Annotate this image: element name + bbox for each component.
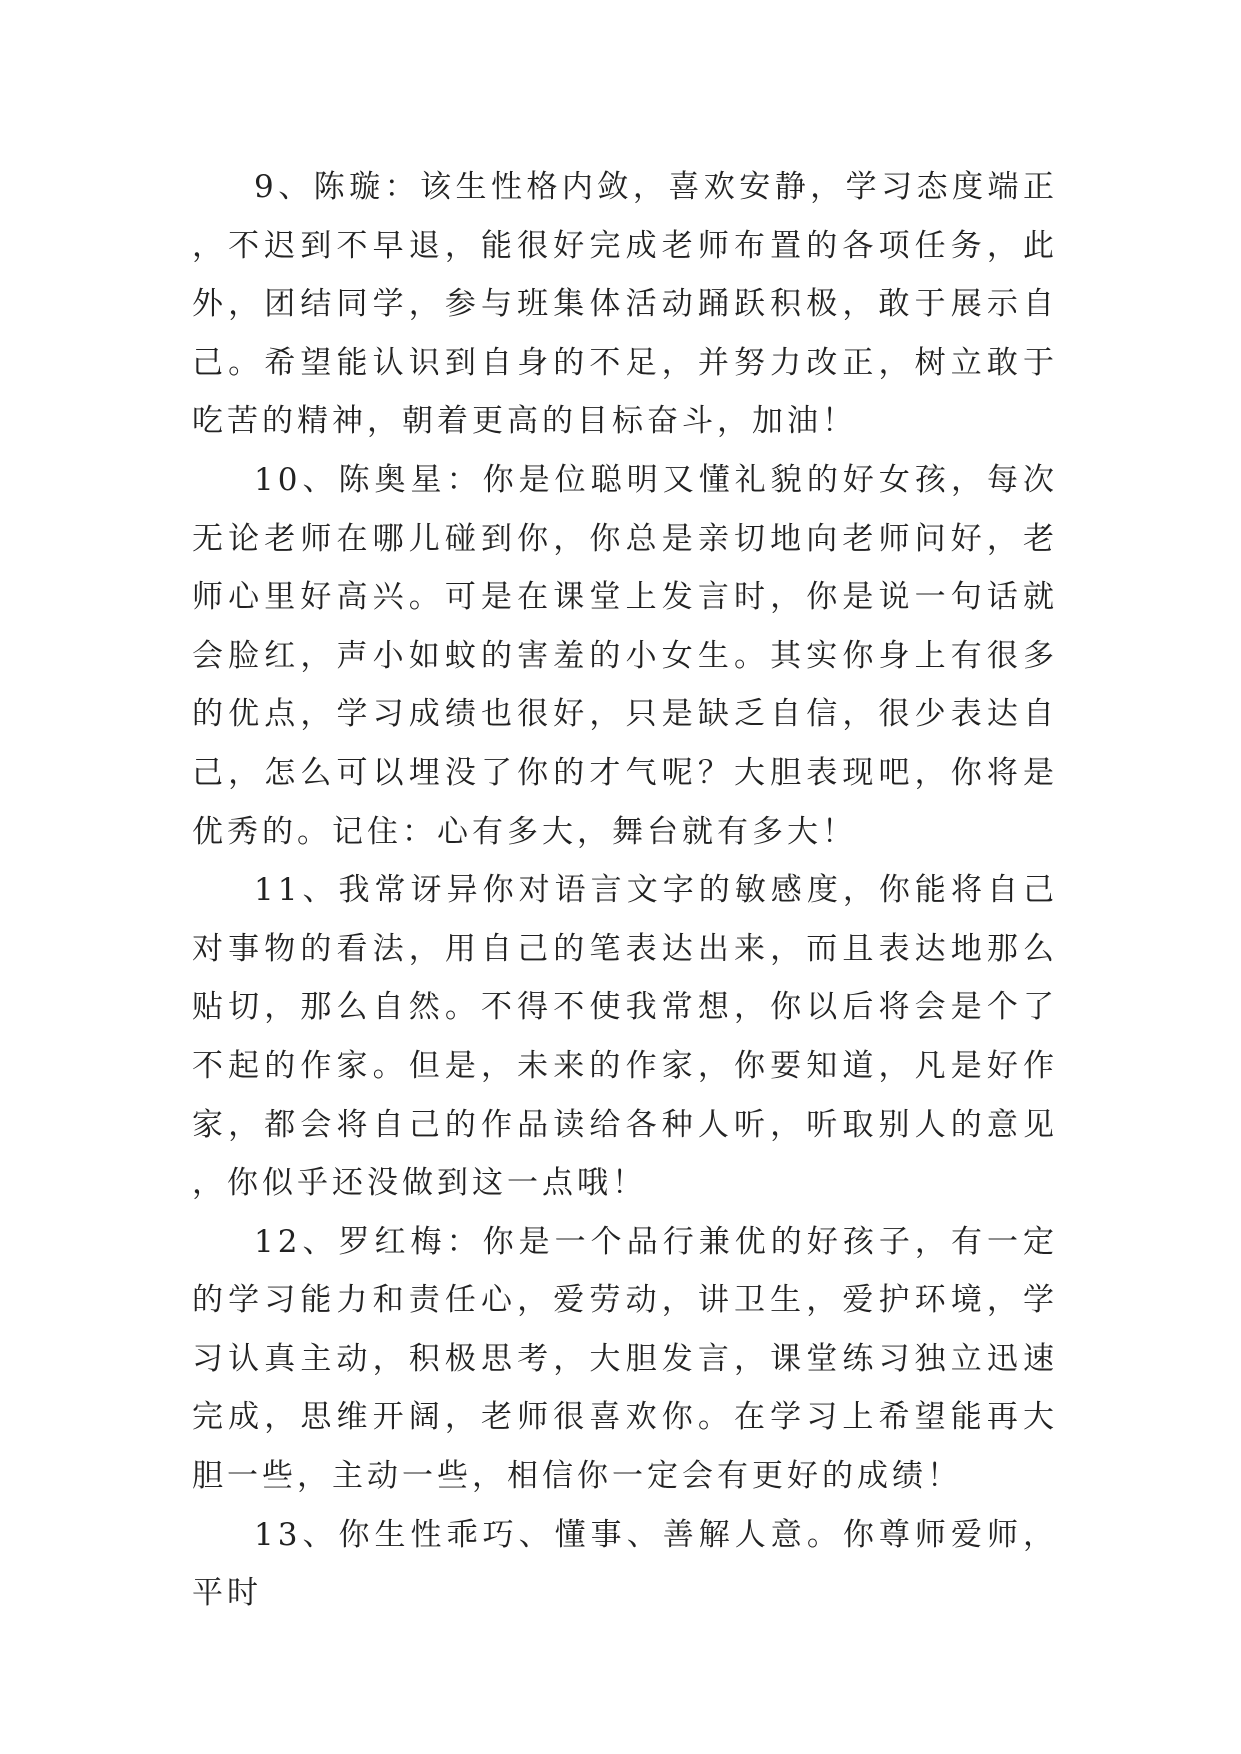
comment-paragraph-11: 11、我常讶异你对语言文字的敏感度，你能将自己对事物的看法，用自己的笔表达出来，而且表达地那么贴切，那么自然。不得不使我常想，你以后将会是个了不起的作家。但是，未来的作家，你要知道，凡是好作家，都会将自己的作品读给各种人听，听取别人的意见，你似乎还没做到这一点哦！ xyxy=(192,872,1058,1202)
document-body xyxy=(192,158,1058,1623)
comment-paragraph-10: 10、陈奥星：你是位聪明又懂礼貌的好女孩，每次无论老师在哪儿碰到你，你总是亲切地向老师问好，老师心里好高兴。可是在课堂上发言时，你是说一句话就会脸红，声小如蚊的害羞的小女生。其实你身上有很多的优点，学习成绩也很好，只是缺乏自信，很少表达自己，怎么可以埋没了你的才气呢？大胆表现吧，你将是优秀的。记住：心有多大，舞台就有多大！ xyxy=(192,461,1058,850)
comment-paragraph-9: 9、陈璇：该生性格内敛，喜欢安静，学习态度端正，不迟到不早退，能很好完成老师布置的各项任务，此外，团结同学，参与班集体活动踊跃积极，敢于展示自己。希望能认识到自身的不足，并努力改正，树立敢于吃苦的精神，朝着更高的目标奋斗，加油！ xyxy=(192,169,1058,440)
comment-paragraph-13: 13、你生性乖巧、懂事、善解人意。你尊师爱师，平时 xyxy=(192,1516,1058,1612)
comment-paragraph-12: 12、罗红梅：你是一个品行兼优的好孩子，有一定的学习能力和责任心，爱劳动，讲卫生，爱护环境，学习认真主动，积极思考，大胆发言，课堂练习独立迅速完成，思维开阔，老师很喜欢你。在学习上希望能再大胆一些，主动一些，相信你一定会有更好的成绩！ xyxy=(192,1223,1058,1495)
